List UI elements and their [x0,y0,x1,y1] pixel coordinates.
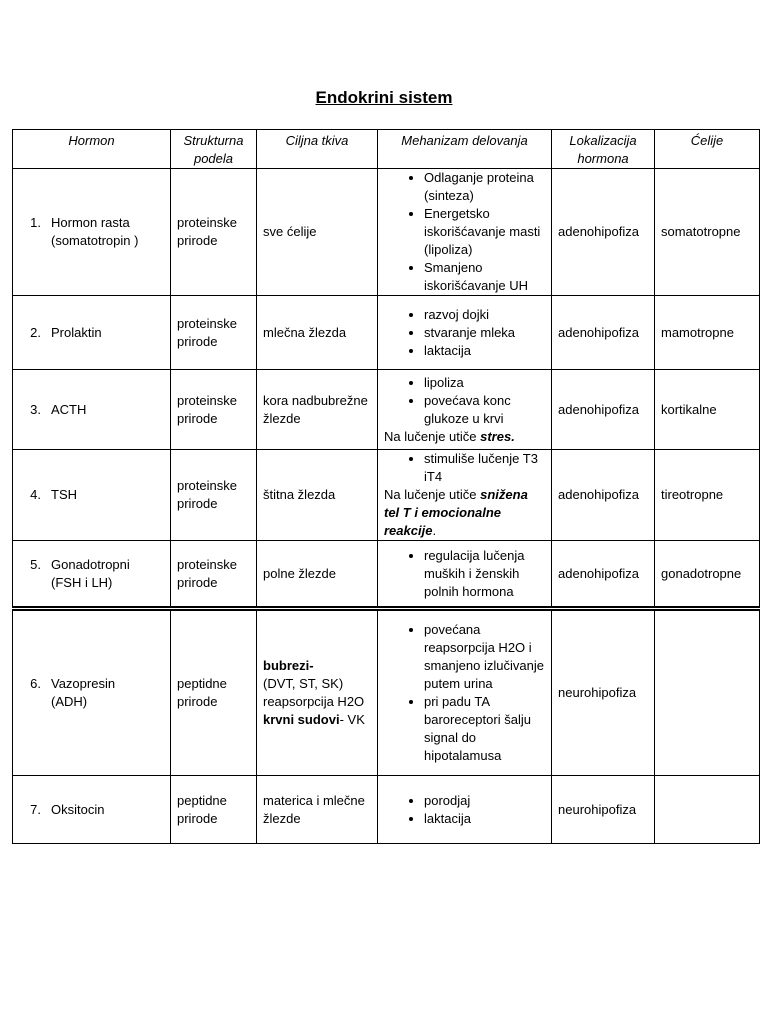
structure-cell: peptidne prirode [171,776,257,844]
target-vessels: krvni sudovi [263,712,340,727]
location-cell: adenohipofiza [552,541,655,609]
hormone-name: Vazopresin (ADH) [51,676,116,709]
cells-cell [655,609,760,776]
cells-cell: kortikalne [655,370,760,450]
note-text: Na lučenje utiče [384,487,481,502]
cells-cell: mamotropne [655,296,760,370]
row-number: 1. [30,215,41,230]
hormone-table [12,129,760,844]
table-row [13,450,760,541]
header-strukturna-podela: Strukturna podela [171,130,257,169]
mechanism-cell [378,541,552,609]
structure-cell: proteinske prirode [171,370,257,450]
table-row [13,169,760,296]
mechanism-list [384,169,545,295]
list-item: • stimuliše lučenje T3 iT4 [424,450,545,486]
note-text: Na lučenje utiče [384,428,481,444]
row-number: 7. [30,801,41,817]
target-cell [257,609,378,776]
hormone-cell [13,370,171,450]
location-cell: adenohipofiza [552,370,655,450]
mechanism-cell [378,609,552,776]
list-item: • Smanjeno iskorišćavanje UH [424,259,545,295]
mechanism-list [384,792,545,828]
hormone-name: TSH [51,487,77,502]
target-kidneys: bubrezi- [263,658,314,673]
cells-cell [655,776,760,844]
note-emphasis: snižena tel T i emocionalne reakcije [384,487,528,538]
structure-cell: proteinske prirode [171,296,257,370]
list-item: • pri padu TA baroreceptori šalju signal do hipotalamusa [424,693,545,765]
row-number: 5. [30,556,41,572]
location-cell: adenohipofiza [552,450,655,541]
mechanism-cell [378,169,552,296]
structure-cell: proteinske prirode [171,541,257,609]
hormone-cell [13,541,171,609]
structure-cell: proteinske prirode [171,169,257,296]
note-tail: . [432,523,437,538]
table-row [13,541,760,609]
cells-cell: tireotropne [655,450,760,541]
header-hormon: Hormon [13,130,171,169]
list-item: • povećava konc glukoze u krvi [424,392,545,428]
row-number: 6. [30,676,41,691]
list-item: • regulacija lučenja muških i ženskih polnih hormona [424,547,545,601]
hormone-cell [13,169,171,296]
list-item: • povećana reapsorpcija H2O i smanjeno izlučivanje putem urina [424,621,545,693]
structure-cell: proteinske prirode [171,450,257,541]
table-row [13,609,760,776]
row-number: 4. [30,487,41,502]
mechanism-cell [378,370,552,450]
row-number: 3. [30,401,41,417]
location-cell: neurohipofiza [552,609,655,776]
list-item: • laktacija [424,342,545,360]
table-row [13,370,760,450]
hormone-name: Prolaktin [51,324,102,340]
location-cell: adenohipofiza [552,169,655,296]
list-item: • Energetsko iskorišćavanje masti (lipoliza) [424,205,545,259]
target-cell: materica i mlečne žlezde [257,776,378,844]
list-item: • porodjaj [424,792,545,810]
note-emphasis: stres. [480,428,515,444]
header-ciljna-tkiva: Ciljna tkiva [257,130,378,169]
table-row [13,296,760,370]
hormone-name: ACTH [51,401,87,417]
mechanism-list [384,621,545,765]
list-item: • lipoliza [424,374,545,392]
target-cell: polne žlezde [257,541,378,609]
hormone-cell [13,776,171,844]
target-cell: sve ćelije [257,169,378,296]
list-item: • razvoj dojki [424,306,545,324]
mechanism-cell [378,776,552,844]
header-celije: Ćelije [655,130,760,169]
hormone-cell [13,450,171,541]
mechanism-list [384,374,545,428]
secretion-note [384,428,545,446]
cells-cell: gonadotropne [655,541,760,609]
header-mehanizam: Mehanizam delovanja [378,130,552,169]
location-cell: adenohipofiza [552,296,655,370]
table-row [13,776,760,844]
hormone-cell [13,296,171,370]
structure-cell: peptidne prirode [171,609,257,776]
target-cell: štitna žlezda [257,450,378,541]
location-cell: neurohipofiza [552,776,655,844]
list-item: • Odlaganje proteina (sinteza) [424,169,545,205]
document-title: Endokrini sistem [315,88,453,107]
target-kidneys-detail: (DVT, ST, SK) reapsorpcija H2O [263,676,365,709]
hormone-name: Gonadotropni (FSH i LH) [51,556,130,590]
list-item: • stvaranje mleka [424,324,545,342]
hormone-name: Hormon rasta (somatotropin ) [51,215,139,248]
hormone-cell [13,609,171,776]
mechanism-list [384,547,545,601]
mechanism-list [384,306,545,360]
table-header-row [13,130,760,169]
target-vessels-detail: - VK [339,712,365,727]
mechanism-cell [378,450,552,541]
mechanism-cell [378,296,552,370]
target-cell: kora nadbubrežne žlezde [257,370,378,450]
target-cell: mlečna žlezda [257,296,378,370]
secretion-note [384,486,545,540]
mechanism-list [384,450,545,486]
header-lokalizacija: Lokalizacija hormona [552,130,655,169]
list-item: • laktacija [424,810,545,828]
row-number: 2. [30,324,41,340]
cells-cell: somatotropne [655,169,760,296]
hormone-name: Oksitocin [51,801,105,817]
